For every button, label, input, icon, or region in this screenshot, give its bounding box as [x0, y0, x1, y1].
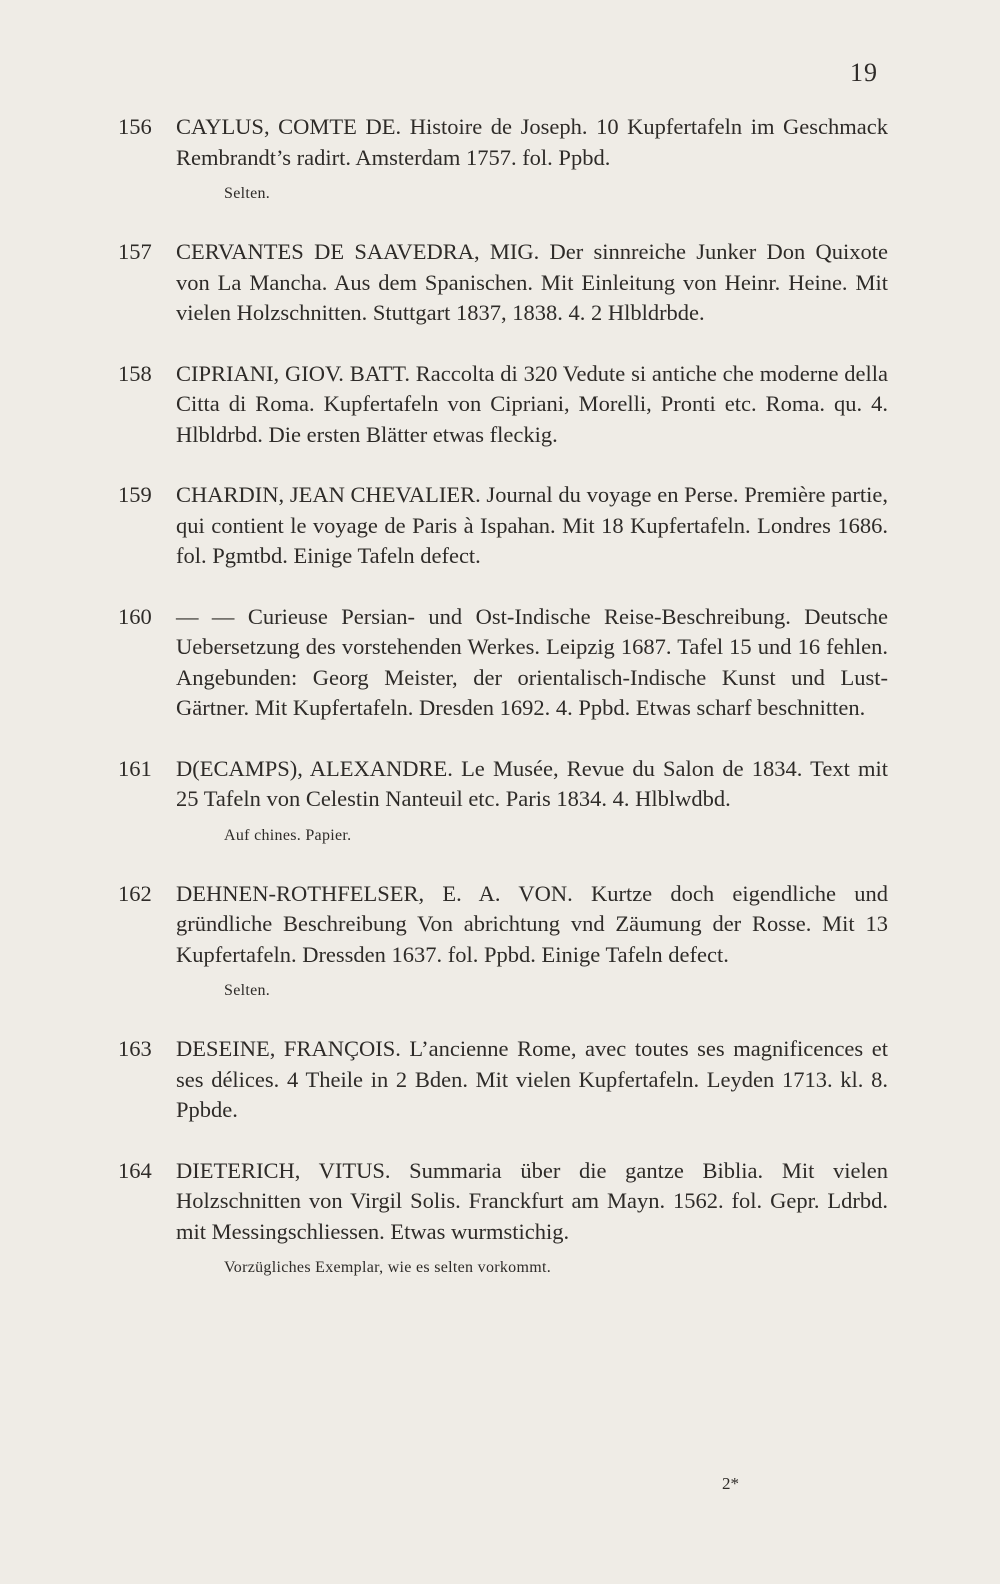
catalog-entry-156 — [118, 112, 888, 205]
entry-number: 157 — [118, 239, 152, 264]
entry-number: 163 — [118, 1036, 152, 1061]
catalog-entry-159 — [118, 480, 888, 572]
catalog-entries — [118, 112, 888, 1279]
entry-number: 160 — [118, 603, 152, 629]
entry-number: 156 — [118, 114, 152, 139]
entry-text: CIPRIANI, GIOV. BATT. Raccolta di 320 Vedute si antiche che moderne della Citta di Roma. Kupfertafeln von Cipriani, Morelli, Pronti etc. Roma. qu. 4. Hlbldrbd. Die ersten Blätter etwas fleckig. — [176, 360, 888, 447]
entry-text: DIETERICH, VITUS. Summaria über die gantze Biblia. Mit vielen Holzschnitten von Virgil Solis. Franckfurt am Mayn. 1562. fol. Gepr. Ldrbd. mit Messingschliessen. Etwas wurmstichig. — [176, 1157, 888, 1244]
page-number: 19 — [850, 58, 878, 87]
catalog-entry-161 — [118, 754, 888, 847]
catalog-entry-157 — [118, 237, 888, 329]
entry-number: 161 — [118, 755, 152, 781]
entry-text: CHARDIN, JEAN CHEVALIER. Journal du voyage en Perse. Première partie, qui contient le voyage de Paris à Ispahan. Mit 18 Kupfertafeln. Londres 1686. fol. Pgmtbd. Einige Tafeln defect. — [176, 482, 888, 568]
entry-text: CERVANTES DE SAAVEDRA, MIG. Der sinnreiche Junker Don Quixote von La Mancha. Aus dem Spanischen. Mit Einleitung von Heinr. Heine. Mit vielen Holzschnitten. Stuttgart 1837, 1838. 4. 2 Hlbldrbde. — [176, 239, 888, 325]
entry-note: Vorzügliches Exemplar, wie es selten vorkommt. — [224, 1259, 552, 1276]
entry-number: 164 — [118, 1157, 152, 1183]
entry-number: 162 — [118, 880, 152, 906]
entry-text: — — Curieuse Persian- und Ost-Indische Reise-Beschreibung. Deutsche Uebersetzung des vorstehenden Werkes. Leipzig 1687. Tafel 15 und 16 fehlen. Angebunden: Georg Meister, der orientalisch-Indische Kunst und Lust-Gärtner. Mit Kupfertafeln. Dresden 1692. 4. Ppbd. Etwas scharf beschnitten. — [176, 603, 888, 720]
entry-note: Auf chines. Papier. — [224, 826, 352, 844]
entry-text: DEHNEN-ROTHFELSER, E. A. VON. Kurtze doch eigendliche und gründliche Beschreibung Von abrichtung vnd Zäumung der Rosse. Mit 13 Kupfertafeln. Dressden 1637. fol. Ppbd. Einige Tafeln defect. — [176, 880, 888, 967]
entry-number: 159 — [118, 482, 152, 507]
entry-number: 158 — [118, 360, 152, 386]
catalog-entry-164 — [118, 1156, 888, 1280]
signature-mark: 2* — [722, 1474, 739, 1493]
catalog-entry-158 — [118, 359, 888, 451]
entry-text: D(ECAMPS), ALEXANDRE. Le Musée, Revue du Salon de 1834. Text mit 25 Tafeln von Celestin Nanteuil etc. Paris 1834. 4. Hlblwdbd. — [176, 755, 888, 811]
catalog-entry-162 — [118, 879, 888, 1003]
entry-note: Selten. — [224, 982, 271, 999]
catalog-entry-163 — [118, 1034, 888, 1126]
entry-text: CAYLUS, COMTE DE. Histoire de Joseph. 10 Kupfertafeln im Geschmack Rembrandt’s radirt. Amsterdam 1757. fol. Ppbd. — [176, 114, 888, 170]
entry-note: Selten. — [224, 185, 271, 202]
entry-text: DESEINE, FRANÇOIS. L’ancienne Rome, avec toutes ses magnificences et ses délices. 4 Theile in 2 Bden. Mit vielen Kupfertafeln. Leyden 1713. kl. 8. Ppbde. — [176, 1036, 888, 1122]
catalog-entry-160 — [118, 602, 888, 724]
